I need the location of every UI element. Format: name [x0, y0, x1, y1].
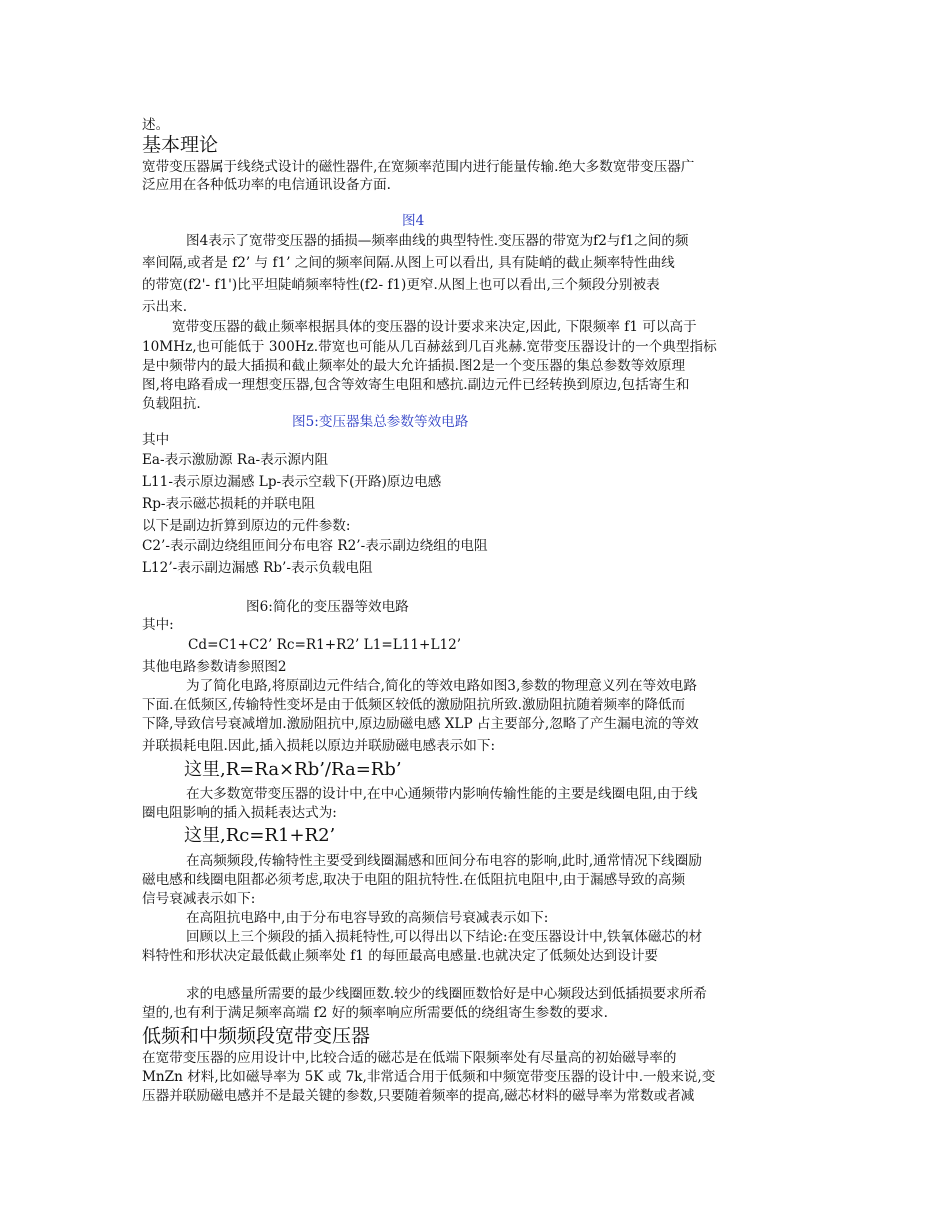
text-line: 示出来.: [142, 299, 188, 315]
text-line: Ea-表示激励源 Ra-表示源内阻: [142, 452, 329, 468]
text-line: 负载阻抗.: [142, 396, 201, 412]
text-line: 在高频频段,传输特性主要受到线圈漏感和匝间分布电容的影响,此时,通常情况下线圈励: [186, 853, 702, 869]
text-line: 以下是副边折算到原边的元件参数:: [142, 518, 351, 534]
text-line: 在高阻抗电路中,由于分布电容导致的高频信号衰减表示如下:: [186, 910, 549, 926]
text-line: 图,将电路看成一理想变压器,包含等效寄生电阻和感抗.副边元件已经转换到原边,包括寄生和: [142, 377, 690, 393]
text-line: L11-表示原边漏感 Lp-表示空载下(开路)原边电感: [142, 474, 442, 490]
text-line: MnZn 材料,比如磁导率为 5K 或 7k,非常适合用于低频和中频宽带变压器的设计中.一般来说,变: [142, 1069, 716, 1085]
text-line: 的带宽(f2'- f1')比平坦陡峭频率特性(f2- f1)更窄.从图上也可以看出,三个频段分别被表: [142, 277, 660, 293]
section-heading-low-mid-frequency: 低频和中频频段宽带变压器: [142, 1025, 371, 1047]
text-line: 图4表示了宽带变压器的插损—频率曲线的典型特性.变压器的带宽为f2与f1之间的频: [186, 233, 689, 249]
figure-caption-6: 图6:简化的变压器等效电路: [246, 599, 409, 615]
text-line: 为了简化电路,将原副边元件结合,简化的等效电路如图3,参数的物理意义列在等效电路: [186, 678, 697, 694]
text-line: 率间隔,或者是 f2’ 与 f1’ 之间的频率间隔.从图上可以看出, 具有陡峭的截止频率特性曲线: [142, 255, 675, 271]
text-line: C2’-表示副边绕组匝间分布电容 R2’-表示副边绕组的电阻: [142, 538, 488, 554]
text-line: 在宽带变压器的应用设计中,比较合适的磁芯是在低端下限频率处有尽量高的初始磁导率的: [142, 1050, 677, 1066]
text-line: 是中频带内的最大插损和截止频率处的最大允许插损.图2是一个变压器的集总参数等效原理: [142, 358, 686, 374]
text-line: 10MHz,也可能低于 300Hz.带宽也可能从几百赫兹到几百兆赫.宽带变压器设计的一个典型指标: [142, 339, 717, 355]
text-line: 宽带变压器的截止频率根据具体的变压器的设计要求来决定,因此, 下限频率 f1 可以高于: [172, 319, 697, 335]
text-line: 压器并联励磁电感并不是最关键的参数,只要随着频率的提高,磁芯材料的磁导率为常数或者减: [142, 1088, 695, 1104]
figure-caption-5: 图5:变压器集总参数等效电路: [292, 414, 469, 430]
section-heading-basic-theory: 基本理论: [142, 134, 219, 156]
text-line: 圈电阻影响的插入损耗表达式为:: [142, 805, 337, 821]
text-line: 宽带变压器属于线绕式设计的磁性器件,在宽频率范围内进行能量传输.绝大多数宽带变压器广: [142, 159, 695, 175]
formula-line: Cd=C1+C2’ Rc=R1+R2’ L1=L11+L12’: [188, 637, 462, 653]
text-line: 望的,也有利于满足频率高端 f2 好的频率响应所需要低的绕组寄生参数的要求.: [142, 1005, 608, 1021]
text-line: 料特性和形状决定最低截止频率处 f1 的每匝最高电感量.也就决定了低频处达到设计要: [142, 948, 659, 964]
text-line: 求的电感量所需要的最少线圈匝数.较少的线圈匝数恰好是中心频段达到低插损要求所希: [186, 986, 707, 1002]
figure-caption-4: 图4: [402, 213, 425, 229]
text-line: 其他电路参数请参照图2: [142, 659, 287, 675]
text-line: 磁电感和线圈电阻都必须考虑,取决于电阻的阻抗特性.在低阻抗电阻中,由于漏感导致的高频: [142, 872, 686, 888]
text-line: 其中: [142, 432, 170, 448]
text-line: 并联损耗电阻.因此,插入损耗以原边并联励磁电感表示如下:: [142, 738, 496, 754]
text-line: 其中:: [142, 617, 174, 633]
text-line: 泛应用在各种低功率的电信通讯设备方面.: [142, 177, 392, 193]
text-line: 在大多数宽带变压器的设计中,在中心通频带内影响传输性能的主要是线圈电阻,由于线: [186, 786, 698, 802]
text-line: 信号衰减表示如下:: [142, 891, 256, 907]
text-line: 下面.在低频区,传输特性变坏是由于低频区较低的激励阻抗所致.激励阻抗随着频率的降低而: [142, 697, 686, 713]
text-line: Rp-表示磁芯损耗的并联电阻: [142, 496, 316, 512]
text-line: 下降,导致信号衰减增加.激励阻抗中,原边励磁电感 XLP 占主要部分,忽略了产生漏电流的等效: [142, 716, 699, 732]
formula-line: 这里,Rc=R1+R2’: [184, 825, 336, 846]
text-line: 述。: [142, 117, 170, 133]
formula-line: 这里,R=Ra×Rb’/Ra=Rb’: [184, 759, 402, 780]
text-line: 回顾以上三个频段的插入损耗特性,可以得出以下结论:在变压器设计中,铁氧体磁芯的材: [186, 929, 703, 945]
text-line: L12’-表示副边漏感 Rb’-表示负载电阻: [142, 560, 373, 576]
